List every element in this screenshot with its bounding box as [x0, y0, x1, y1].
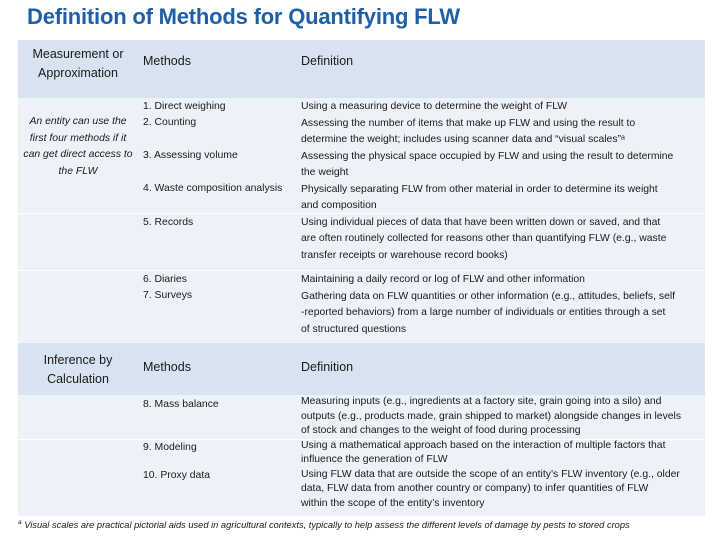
- section1-note-line: An entity can use the: [29, 116, 127, 127]
- definition-block: [301, 395, 681, 511]
- footnote-marker: a: [18, 519, 22, 526]
- definition-line: transfer receipts or warehouse record books): [301, 249, 508, 261]
- definition-line: Assessing the number of items that make up FLW and using the result to: [301, 117, 636, 129]
- definition-line: of structured questions: [301, 323, 407, 335]
- definition-block: [301, 99, 673, 264]
- definition-line: Using individual pieces of data that have been written down or saved, and that: [301, 216, 661, 228]
- definition-line: Assessing the physical space occupied by FLW and using the result to determine: [301, 150, 674, 162]
- definition-line: Using a mathematical approach based on the interaction of multiple factors that: [301, 439, 666, 451]
- method-diaries: 6. Diaries: [143, 274, 187, 285]
- definition-line: within the scope of the entity’s inventory: [301, 497, 485, 509]
- section1-label-line: Measurement or: [32, 47, 124, 61]
- method-surveys: 7. Surveys: [143, 290, 193, 301]
- definition-line: Measuring inputs (e.g., ingredients at a factory site, grain going into a silo) and: [301, 396, 662, 407]
- section2-label-line: Inference by: [43, 353, 113, 367]
- section1-methods-header: Methods: [143, 54, 191, 68]
- section1-note-line: can get direct access to: [23, 149, 133, 160]
- page-title: Definition of Methods for Quantifying FLW: [27, 4, 460, 29]
- definition-line: are often routinely collected for reasons other than quantifying FLW (e.g., waste: [301, 233, 667, 244]
- section2-methods-header: Methods: [143, 360, 191, 374]
- section1-label-line: Approximation: [38, 66, 118, 80]
- method-assessing-volume: 3. Assessing volume: [143, 150, 238, 161]
- definition-line: Using FLW data that are outside the scope of an entity’s FLW inventory (e.g., older: [301, 468, 680, 480]
- definition-line: and composition: [301, 200, 377, 211]
- definition-line: Gathering data on FLW quantities or other information (e.g., attitudes, beliefs, self: [301, 290, 676, 302]
- section2-label: [18, 351, 138, 389]
- definition-line: Physically separating FLW from other material in order to determine its weight: [301, 183, 658, 195]
- section1-note: [14, 114, 142, 180]
- section1-label: [18, 45, 138, 83]
- footnote-text: Visual scales are practical pictorial aids used in agricultural contexts, typically to help assess the different levels of damage by pests to stored crops: [21, 520, 630, 531]
- definition-line: the weight: [301, 167, 349, 178]
- definition-line: determine the weight; includes using scanner data and “visual scales”ᵃ: [301, 134, 625, 145]
- section1-definition-header: Definition: [301, 54, 354, 68]
- definition-block: [301, 272, 675, 338]
- footnote: [18, 519, 630, 530]
- definition-line: data, FLW data from another country or company) to infer quantities of FLW: [301, 483, 649, 494]
- definition-line: Using a measuring device to determine the weight of FLW: [301, 101, 568, 112]
- section1-note-line: first four methods if it: [29, 132, 127, 144]
- definition-line: influence the generation of FLW: [301, 454, 448, 465]
- method-modeling: 9. Modeling: [143, 442, 197, 453]
- definition-line: Maintaining a daily record or log of FLW and other information: [301, 274, 585, 285]
- definition-line: outputs (e.g., products made, grain shipped to market) alongside changes in levels: [301, 410, 682, 422]
- method-waste-composition: 4. Waste composition analysis: [143, 183, 283, 194]
- method-counting: 2. Counting: [143, 117, 197, 128]
- row-divider: [18, 270, 705, 271]
- method-mass-balance: 8. Mass balance: [143, 399, 219, 410]
- definition-line: of stock and changes to the weight of food during processing: [301, 425, 581, 436]
- section2-definition-header: Definition: [301, 360, 354, 374]
- method-proxy-data: 10. Proxy data: [143, 470, 211, 481]
- section2-label-line: Calculation: [47, 372, 109, 386]
- section1-note-line: the FLW: [58, 165, 98, 177]
- method-direct-weighing: 1. Direct weighing: [143, 101, 226, 112]
- method-records: 5. Records: [143, 217, 194, 228]
- definition-line: -reported behaviors) from a large number of individuals or entities through a set: [301, 307, 666, 318]
